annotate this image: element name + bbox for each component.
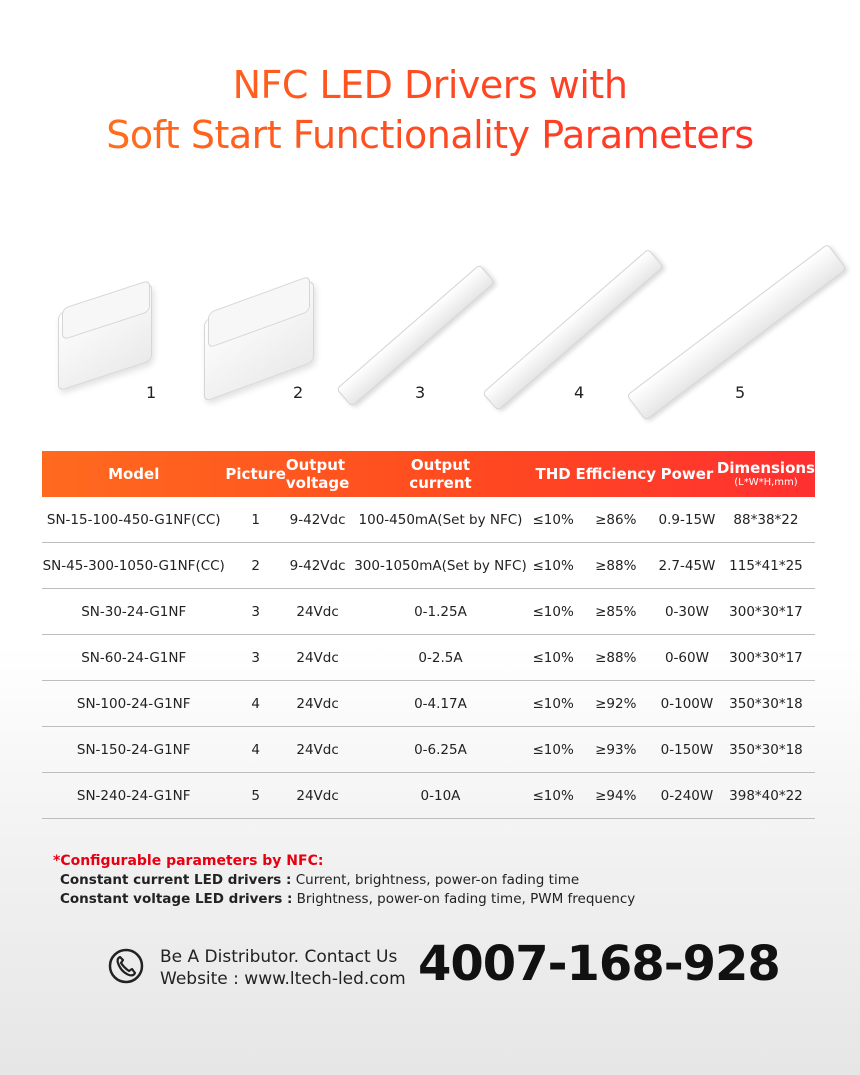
product-number-5: 5 bbox=[735, 383, 746, 402]
cell-output-voltage: 24Vdc bbox=[286, 773, 349, 819]
notes-cv-text: Brightness, power-on fading time, PWM frequency bbox=[292, 891, 636, 907]
header-model: Model bbox=[108, 465, 160, 483]
table-header-row bbox=[42, 451, 815, 497]
cell-picture: 4 bbox=[225, 727, 285, 773]
notes-constant-voltage bbox=[53, 890, 635, 909]
cell-power: 0-60W bbox=[657, 635, 717, 681]
cell-power: 0-30W bbox=[657, 589, 717, 635]
notes-constant-current bbox=[53, 871, 635, 890]
header-power: Power bbox=[660, 465, 714, 483]
cell-power: 2.7-45W bbox=[657, 543, 717, 589]
cell-model: SN-45-300-1050-G1NF(CC) bbox=[42, 543, 225, 589]
product-images bbox=[0, 190, 860, 420]
spec-table bbox=[42, 451, 815, 819]
cell-picture: 1 bbox=[225, 497, 285, 543]
cell-efficiency: ≥88% bbox=[575, 543, 657, 589]
cell-thd: ≤10% bbox=[532, 773, 575, 819]
nfc-notes bbox=[53, 852, 635, 909]
contact-phone-number[interactable]: 4007-168-928 bbox=[418, 936, 780, 992]
cell-model: SN-60-24-G1NF bbox=[42, 635, 225, 681]
cell-efficiency: ≥94% bbox=[575, 773, 657, 819]
product-number-4: 4 bbox=[574, 383, 585, 402]
table-row bbox=[42, 727, 815, 773]
cell-picture: 3 bbox=[225, 589, 285, 635]
page-title-line-1: NFC LED Drivers with bbox=[0, 63, 860, 107]
cell-output-current: 0-2.5A bbox=[349, 635, 531, 681]
cell-efficiency: ≥88% bbox=[575, 635, 657, 681]
cell-output-current: 0-4.17A bbox=[349, 681, 531, 727]
header-dimensions bbox=[717, 451, 815, 497]
product-number-3: 3 bbox=[415, 383, 426, 402]
cell-output-voltage: 24Vdc bbox=[286, 589, 349, 635]
cell-picture: 5 bbox=[225, 773, 285, 819]
cell-dimensions: 350*30*18 bbox=[717, 727, 815, 773]
header-output-current: Output current bbox=[409, 456, 472, 492]
cell-power: 0-150W bbox=[657, 727, 717, 773]
cell-thd: ≤10% bbox=[532, 727, 575, 773]
cell-model: SN-30-24-G1NF bbox=[42, 589, 225, 635]
phone-icon bbox=[108, 948, 144, 984]
header-picture: Picture bbox=[225, 465, 286, 483]
notes-cv-label: Constant voltage LED drivers : bbox=[60, 891, 293, 907]
cell-output-current: 0-10A bbox=[349, 773, 531, 819]
header-thd: THD bbox=[535, 465, 571, 483]
cell-efficiency: ≥86% bbox=[575, 497, 657, 543]
cell-dimensions: 115*41*25 bbox=[717, 543, 815, 589]
contact-distributor: Be A Distributor. Contact Us bbox=[160, 947, 398, 967]
notes-cc-label: Constant current LED drivers : bbox=[60, 872, 292, 888]
cell-power: 0-240W bbox=[657, 773, 717, 819]
cell-dimensions: 88*38*22 bbox=[717, 497, 815, 543]
table-row bbox=[42, 681, 815, 727]
cell-efficiency: ≥93% bbox=[575, 727, 657, 773]
cell-output-voltage: 24Vdc bbox=[286, 727, 349, 773]
contact-text bbox=[160, 946, 406, 990]
cell-output-current: 0-6.25A bbox=[349, 727, 531, 773]
cell-dimensions: 398*40*22 bbox=[717, 773, 815, 819]
notes-cc-text: Current, brightness, power-on fading time bbox=[291, 872, 580, 888]
cell-thd: ≤10% bbox=[532, 543, 575, 589]
table-row bbox=[42, 589, 815, 635]
contact-website[interactable]: Website : www.ltech-led.com bbox=[160, 969, 406, 989]
cell-thd: ≤10% bbox=[532, 497, 575, 543]
table-row bbox=[42, 497, 815, 543]
cell-model: SN-150-24-G1NF bbox=[42, 727, 225, 773]
cell-thd: ≤10% bbox=[532, 635, 575, 681]
table-row bbox=[42, 635, 815, 681]
cell-output-voltage: 9-42Vdc bbox=[286, 497, 349, 543]
cell-output-current: 0-1.25A bbox=[349, 589, 531, 635]
table-row bbox=[42, 773, 815, 819]
cell-output-voltage: 9-42Vdc bbox=[286, 543, 349, 589]
cell-dimensions: 300*30*17 bbox=[717, 635, 815, 681]
cell-model: SN-15-100-450-G1NF(CC) bbox=[42, 497, 225, 543]
cell-output-voltage: 24Vdc bbox=[286, 635, 349, 681]
cell-output-current: 300-1050mA(Set by NFC) bbox=[349, 543, 531, 589]
page-title-line-2: Soft Start Functionality Parameters bbox=[0, 113, 860, 157]
cell-dimensions: 300*30*17 bbox=[717, 589, 815, 635]
cell-efficiency: ≥85% bbox=[575, 589, 657, 635]
cell-output-current: 100-450mA(Set by NFC) bbox=[349, 497, 531, 543]
cell-thd: ≤10% bbox=[532, 681, 575, 727]
cell-output-voltage: 24Vdc bbox=[286, 681, 349, 727]
notes-heading: *Configurable parameters by NFC: bbox=[53, 853, 324, 869]
cell-model: SN-100-24-G1NF bbox=[42, 681, 225, 727]
table-row bbox=[42, 543, 815, 589]
cell-picture: 3 bbox=[225, 635, 285, 681]
header-efficiency: Efficiency bbox=[575, 465, 657, 483]
cell-picture: 4 bbox=[225, 681, 285, 727]
cell-dimensions: 350*30*18 bbox=[717, 681, 815, 727]
cell-picture: 2 bbox=[225, 543, 285, 589]
cell-power: 0-100W bbox=[657, 681, 717, 727]
header-output-voltage: Output voltage bbox=[285, 456, 350, 492]
product-number-2: 2 bbox=[293, 383, 304, 402]
cell-thd: ≤10% bbox=[532, 589, 575, 635]
header-dimensions-unit: (L*W*H,mm) bbox=[734, 477, 798, 488]
header-dimensions-label: Dimensions bbox=[716, 459, 815, 477]
cell-model: SN-240-24-G1NF bbox=[42, 773, 225, 819]
cell-power: 0.9-15W bbox=[657, 497, 717, 543]
product-number-1: 1 bbox=[146, 383, 157, 402]
cell-efficiency: ≥92% bbox=[575, 681, 657, 727]
